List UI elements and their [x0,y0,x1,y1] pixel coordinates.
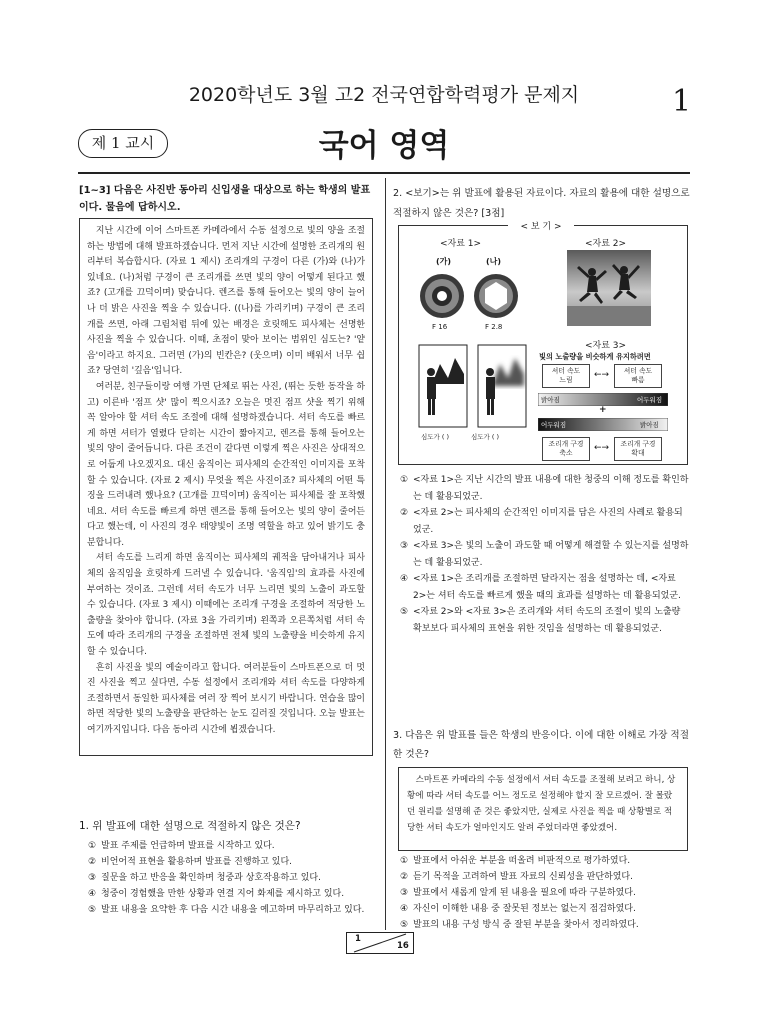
subject-title: 국어 영역 [318,128,450,164]
option-number: ① [88,841,97,851]
answer-option[interactable] [400,472,690,505]
gradient-label: 밝아짐 [541,396,560,404]
lens-b-label: (나) [486,257,502,266]
student-reaction-box: 스마트폰 카메라의 수동 설정에서 셔터 속도를 조절해 보려고 하니, 상황에 따라 셔터 속도를 어느 정도로 설정해야 할지 잘 모르겠어. 잘 몰랐던 원리를 설명해 준 것은 좋았지만, 실제로 사진을 찍을 때 상황별로 적당한 셔터 속도가 얼마인지도 알려 주었더라면 좋았겠어. [398,767,688,851]
option-text: 자신이 이해한 내용 중 잘못된 정보는 없는지 점검하였다. [413,904,636,914]
passage-paragraph: 흔히 사진을 빛의 예술이라고 합니다. 여러분들이 스마트폰으로 더 멋진 사진을 찍고 싶다면, 수동 설정에서 조리개와 셔터 속도를 다양하게 조절하면서 동일한 피사체를 여러 장 찍어 보시기 바랍니다. 연습을 많이 하면 적당한 빛의 노출량을 판단하는 눈도 길러질 것입니다. 오늘 발표는 여기까지입니다. 다음 동아리 시간에 뵙겠습니다. [87,662,365,735]
answer-option[interactable] [400,901,690,917]
option-number: ④ [400,904,409,914]
answer-option[interactable] [88,838,380,854]
option-number: ⑤ [400,607,409,617]
question-3-options [400,853,690,933]
answer-option[interactable] [88,886,380,902]
depth-label: 심도가 ( ) [421,433,450,441]
gradient-label: 어두워짐 [541,421,567,429]
option-number: ① [400,475,409,485]
double-arrow-icon: ←→ [594,370,610,380]
option-number: ③ [400,541,409,551]
option-number: ② [400,508,409,518]
aperture-wide-box [614,437,662,461]
option-text: 발표 내용을 요약한 후 다음 시간 내용을 예고하며 마무리하고 있다. [101,905,365,915]
depth-label: 심도가 ( ) [471,433,500,441]
answer-option[interactable] [400,885,690,901]
aperture-diagram [418,270,528,322]
page-number: 1 [672,84,692,119]
header-divider [78,172,690,174]
lens-a-label: (가) [436,257,452,266]
answer-option[interactable] [400,853,690,869]
option-text: 발표의 내용 구성 방식 중 잘된 부분을 찾아서 정리하였다. [413,920,639,930]
depth-thumbnails [418,344,530,430]
passage-paragraph: 셔터 속도를 느리게 하면 움직이는 피사체의 궤적을 담아내거나 피사체의 움직임을 흐릿하게 드러낼 수 있습니다. '움직임'의 효과를 사진에 부여하는 것이죠. 그런데 셔터 속도가 너무 느리면 빛의 노출이 과도할 수 있습니다. (자료 3 제시) 이때에는 조리개 구경을 조절하여 적당한 노출량을 찾아야 합니다. (자료 3을 가리키며) 왼쪽과 오른쪽처럼 셔터 속도에 따라 조리개의 구경을 조절하면 전체 빛의 노출량을 비슷하게 유지할 수 있습니다. [87,553,365,658]
option-text: 발표에서 새롭게 알게 된 내용을 필요에 따라 구분하였다. [413,888,636,898]
gradient-label: 밝아짐 [640,421,659,429]
option-text: <자료 1>은 조리개를 조절하면 달라지는 점을 설명하는 데, <자료 2>는 셔터 속도를 빠르게 했을 때의 효과를 설명하는 데 활용되었군. [413,574,681,601]
exposure-diagram-title: 빛의 노출량을 비슷하게 유지하려면 [539,352,651,361]
option-number: ④ [400,574,409,584]
option-text: <자료 3>은 빛의 노출이 과도할 때 어떻게 해결할 수 있는지를 설명하는 데 활용되었군. [413,541,689,568]
exam-title: 2020학년도 3월 고2 전국연합학력평가 문제지 [188,84,580,106]
option-text: 질문을 하고 반응을 확인하며 청중과 상호작용하고 있다. [101,873,321,883]
passage-paragraph: 여러분, 친구들이랑 여행 가면 단체로 뛰는 사진, (뛰는 듯한 동작을 하고) 이른바 '점프 샷' 많이 찍으시죠? 오늘은 멋진 점프 샷을 찍기 위해 꼭 알아야 할 셔터 속도 조절에 대해 설명하겠습니다. 셔터 속도를 빠르게 하면 셔터가 열렸다 닫히는 시간이 짧아지고, 렌즈를 통해 들어오는 빛의 양이 줄어듭니다. 다른 조건이 같다면 이렇게 찍은 사진은 상대적으로 어둡게 나오겠지요. 대신 움직이는 피사체의 순간적인 이미지를 포착할 수 있습니다. (자료 2 제시) 무엇을 찍은 사진이죠? 피사체의 어떤 특징을 드러내려 했나요? (고개를 끄덕이며) 움직이는 피사체를 잘 포착했네요. 셔터 속도를 빠르게 하면 렌즈를 통해 들어오는 빛의 양이 줄어든다고 했는데, 이 사진의 경우 태양빛이 조명 역할을 하고 있어 밝기도 충분합니다. [87,381,365,548]
answer-option[interactable] [400,604,690,637]
box-label: 조리개 구경 축소 [548,440,584,458]
period-badge: 제 1 교시 [78,129,168,158]
option-number: ① [400,856,409,866]
question-2-options [400,472,690,637]
data-3-label: <자료 3> [585,341,627,351]
shutter-fast-box [614,364,662,388]
option-number: ⑤ [400,920,409,930]
option-text: <자료 1>은 지난 시간의 발표 내용에 대한 청중의 이해 정도를 확인하는 데 활용되었군. [413,475,689,502]
sharp-background-thumbnail [419,345,467,427]
f-number-label: F 2.8 [485,323,503,331]
option-number: ③ [88,873,97,883]
box-label: 셔터 속도 느림 [551,367,581,385]
answer-option[interactable] [88,854,380,870]
question-1-options [88,838,380,918]
answer-option[interactable] [400,917,690,933]
aperture-small-icon [420,274,464,318]
aperture-large-icon [474,274,518,318]
column-divider [385,178,386,930]
question-set-instruction: [1~3] 다음은 사진반 동아리 신입생을 대상으로 하는 학생의 발표이다. 물음에 답하시오. [79,185,371,213]
answer-option[interactable] [400,538,690,571]
option-number: ⑤ [88,905,97,915]
gradient-label: 어두워짐 [637,396,663,404]
option-text: 발표에서 아쉬운 부분을 떠올려 비판적으로 평가하였다. [413,856,631,866]
total-pages: 16 [397,941,409,951]
aperture-narrow-box [542,437,590,461]
question-3-stem: 3. 다음은 위 발표를 들은 학생의 반응이다. 이에 대한 이해로 가장 적절한 것은? [393,730,689,760]
data-2-label: <자료 2> [585,239,627,249]
option-text: 발표 주제를 언급하며 발표를 시작하고 있다. [101,841,275,851]
question-2-stem: 2. <보기>는 위 발표에 활용된 자료이다. 자료의 활용에 대한 설명으로 적절하지 않은 것은? [3점] [393,188,690,219]
option-text: 청중이 경험했을 만한 상황과 연결 지어 화제를 제시하고 있다. [101,889,345,899]
f-number-label: F 16 [432,323,448,331]
current-page: 1 [355,934,361,944]
question-1-stem: 1. 위 발표에 대한 설명으로 적절하지 않은 것은? [79,820,301,832]
passage-box [79,218,373,756]
plus-icon: + [599,405,607,415]
bogi-label: < 보 기 > [508,219,574,232]
option-number: ③ [400,888,409,898]
data-1-label: <자료 1> [440,239,482,249]
option-text: 비언어적 표현을 활용하며 발표를 진행하고 있다. [101,857,293,867]
answer-option[interactable] [400,869,690,885]
option-text: <자료 2>와 <자료 3>은 조리개와 셔터 속도의 조절이 빛의 노출량 확보보다 피사체의 표현을 위한 것임을 설명하는 데 활용되었군. [413,607,681,634]
shutter-slow-box [542,364,590,388]
option-number: ② [400,872,409,882]
passage-paragraph: 지난 시간에 이어 스마트폰 카메라에서 수동 설정으로 빛의 양을 조절하는 방법에 대해 발표하겠습니다. 먼저 지난 시간에 설명한 조리개의 원리부터 복습합시다. (자료 1 제시) 조리개의 구경이 다른 (가)와 (나)가 있네요. (나)처럼 구경이 큰 조리개를 쓰면 빛의 양이 어떻게 된다고 했죠? (고개를 끄덕이며) 맞습니다. 렌즈를 통해 들어오는 빛의 양이 늘어나 더 밝은 사진을 찍을 수 있습니다. ((나)를 가리키며) 구경이 큰 조리개를 쓰면, 아래 그림처럼 뒤에 있는 배경은 흐릿해도 피사체는 선명한 사진을 찍을 수 있습니다. 이때, 초점이 맞아 보이는 범위인 심도는? '얕음'이라고 하지요. 그러면 (가)의 빈칸은? (웃으며) 이미 배워서 너무 쉽죠? 당연히 '깊음'입니다. [87,226,365,377]
option-number: ② [88,857,97,867]
option-text: 듣기 목적을 고려하여 발표 자료의 신뢰성을 판단하였다. [413,872,633,882]
answer-option[interactable] [88,870,380,886]
box-label: 조리개 구경 확대 [620,440,656,458]
blurred-background-thumbnail [478,345,526,427]
answer-option[interactable] [400,505,690,538]
answer-option[interactable] [400,571,690,604]
double-arrow-icon: ←→ [594,443,610,453]
answer-option[interactable] [88,902,380,918]
box-label: 셔터 속도 빠름 [623,367,653,385]
option-number: ④ [88,889,97,899]
option-text: <자료 2>는 피사체의 순간적인 이미지를 담은 사진의 사례로 활용되었군. [413,508,683,535]
jump-shot-photo [567,250,651,326]
